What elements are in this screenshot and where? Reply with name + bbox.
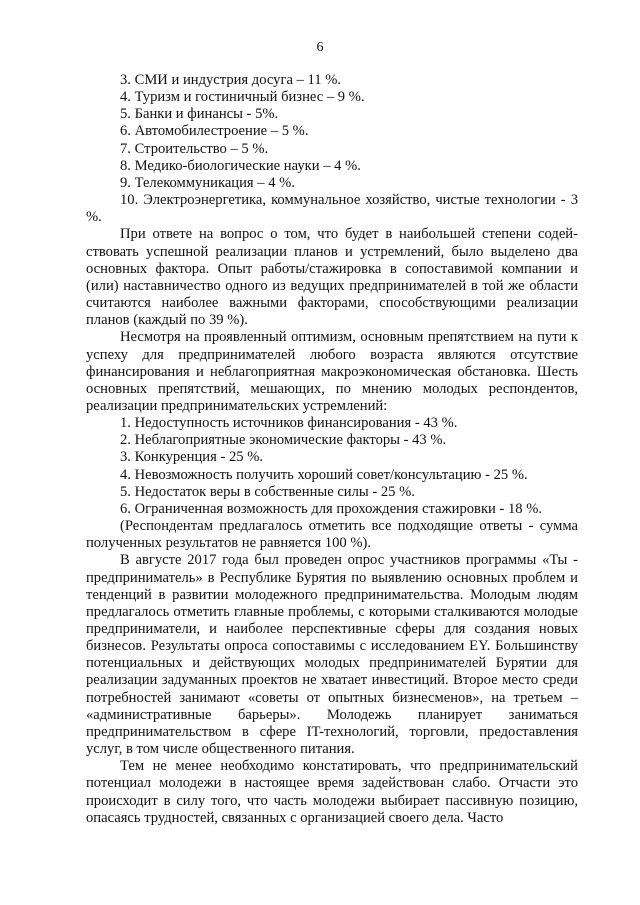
obstacle-item: 4. Невозможность получить хороший совет/консультацию - 25 %. <box>120 466 528 483</box>
obstacle-item: 5. Недостаток веры в собственные силы - 25 %. <box>120 483 415 500</box>
list-item: 8. Медико-биологические науки – 4 %. <box>120 157 361 174</box>
list-item: 3. СМИ и индустрия досуга – 11 %. <box>120 72 342 88</box>
obstacle-item: 6. Ограниченная возможность для прохождения стажировки - 18 %. <box>120 500 543 517</box>
note-respondents: (Респондентам предлагалось отметить все подходящие ответы - сумма полученных результатов не равняется 100 %). <box>86 518 578 552</box>
paragraph-conclusion: Тем не менее необходимо констатировать, что предпринимательский потенциал молодежи в настоящее время задействован слабо. Отчасти это происходит в силу того, что часть молодежи выбирает пассивную позицию, опасаясь трудностей, связанных с организацией своего дела. Часто <box>86 758 578 826</box>
list-item: 5. Банки и финансы - 5%. <box>120 106 279 123</box>
document-body <box>86 72 578 827</box>
list-item: 4. Туризм и гостиничный бизнес – 9 %. <box>120 89 365 106</box>
list-item: 6. Автомобилестроение – 5 %. <box>120 123 309 140</box>
obstacle-item: 2. Неблагоприятные экономические факторы - 43 %. <box>120 432 447 449</box>
list-item: 10. Электроэнергетика, коммунальное хозяйство, чистые технологии - 3 %. <box>86 192 578 226</box>
obstacle-item: 3. Конкуренция - 25 %. <box>120 449 264 466</box>
paragraph-obstacles: Несмотря на проявленный оптимизм, основным препятствием на пути к успеху для предпринимателей любого возраста являются отсутствие финансирования и неблагоприятная макроэкономическая обстановка. Шесть основных препятствий, мешающих, по мнению молодых респондентов, реализации предпринимательских устремлений: <box>86 329 578 414</box>
list-item: 9. Телекоммуникация – 4 %. <box>120 174 295 191</box>
paragraph-survey: В августе 2017 года был проведен опрос участников программы «Ты - предприниматель» в Республике Бурятия по выявлению основных проблем и тенденций в развитии молодежного предпринимательства. Молодым людям предлагалось отметить главные проблемы, с которыми сталкиваются молодые предприниматели, и наиболее перспективные сферы для создания новых бизнесов. Результаты опроса сопоставимы с исследованием EY. Большинству потенциальных и действующих молодых предпринимателей Бурятии для реализации задуманных проектов не хватает инвестиций. Второе место среди потребностей занимают «советы от опытных бизнесменов», на третьем – «административные барьеры». Молодежь планирует заниматься предпринимательством в сфере IT-технологий, торговли, предоставления услуг, в том числе общественного питания. <box>86 552 578 758</box>
paragraph-success-factors: При ответе на вопрос о том, что будет в наибольшей степени содействовать успешной реализации планов и устремлений, было выделено два основных фактора. Опыт работы/стажировка в сопоставимой компании и (или) наставничество одного из ведущих предпринимателей в той же области считаются наиболее важными факторами, способствующими реализации планов (каждый по 39 %). <box>86 226 578 329</box>
obstacle-item: 1. Недоступность источников финансирования - 43 %. <box>120 415 458 432</box>
page-number: 6 <box>316 40 324 55</box>
list-item: 7. Строительство – 5 %. <box>120 140 269 157</box>
